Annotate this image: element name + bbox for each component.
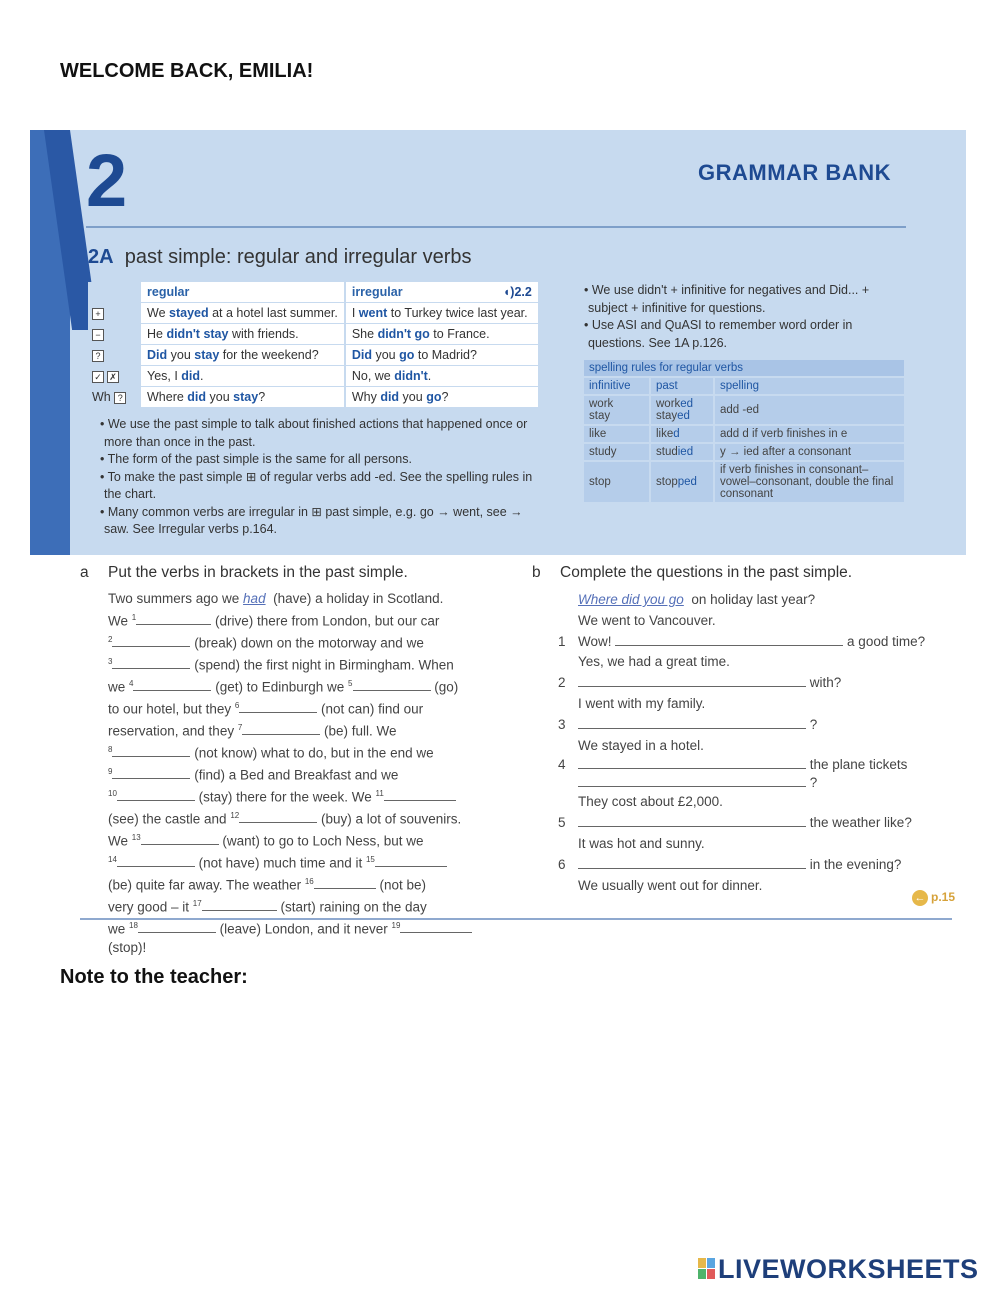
blank-1[interactable] (136, 612, 211, 625)
grammar-table: regular irregular ◖)2.2 + We stayed at a hotel last summer. I went to Turkey twice last year. − He didn't stay with friends. She didn't go to France. ? Did you stay for the weekend? Did you go to Madrid? ✓ ✗ Yes, I did. No, we didn't. Wh ? Where did you stay? Why did you go? (88, 282, 540, 408)
check-icon: ✓ (92, 371, 104, 383)
blank-19[interactable] (400, 920, 472, 933)
table-cell: Where did you stay? (141, 387, 345, 408)
blank-6[interactable] (239, 700, 317, 713)
spelling-rules-table: spelling rules for regular verbs infinitive past spelling work stay worked stayed add -ed like liked add d if verb finishes in e study studied y → ied after a consonant stop stopped if verb finishes in consonant–vowel–consonant, double the final consonant (582, 358, 906, 504)
question-blank-4[interactable] (578, 756, 806, 769)
section-title: 2A past simple: regular and irregular verbs (88, 246, 472, 268)
blank-12[interactable] (239, 810, 317, 823)
teacher-note-heading: Note to the teacher: (60, 966, 248, 988)
grammar-bank-title: GRAMMAR BANK (698, 160, 891, 185)
exercise-a-text: Two summers ago we had (have) a holiday in Scotland. We $^1$ (drive) there from London, but our car $^2$ (break) down on the motorway and we $^3$ (spend) the first night in Birmingham. When we $^4$ (get) to Edinburgh we $^5$ (go) to our hotel, but they $^6$ (not can) find our reservation, and they $^7$ (be) full. We $^8$ (not know) what to do, but in the end we $^9$ (find) a Bed and Breakfast and we $^{10}$ (stay) there for the week. We $^{11}$ (see) the castle and $^{12}$ (buy) a lot of souvenirs. We $^{13}$ (want) to go to Loch Ness, but we $^{14}$ (not have) much time and it $^{15}$ (be) quite far away. The weather $^{16}$ (not be) very good – it $^{17}$ (start) raining on the day we $^{18}$ (leave) London, and it never $^{19}$ (stop)! (108, 590, 508, 957)
blank-14[interactable] (117, 854, 195, 867)
question-blank-3[interactable] (578, 716, 806, 729)
cross-icon: ✗ (107, 371, 119, 383)
grammar-notes: • We use the past simple to talk about finished actions that happened once or more than once in the past. • The form of the past simple is the same for all persons. • To make the past simple ⊞ of regular verbs add -ed. See the spelling rules in the chart. • Many common verbs are irregular in ⊞ past simple, e.g. go → went, see → saw. See Irregular verbs p.164. (100, 417, 533, 536)
blank-15[interactable] (375, 854, 447, 867)
blank-7[interactable] (242, 722, 320, 735)
chapter-number: 2 (86, 139, 128, 222)
table-cell: Did you go to Madrid? (345, 345, 539, 366)
blank-16[interactable] (314, 876, 376, 889)
plus-icon: + (92, 308, 104, 320)
blank-11[interactable] (384, 788, 456, 801)
page-reference: ← p.15 (912, 890, 955, 906)
blank-2[interactable] (112, 634, 190, 647)
welcome-heading: WELCOME BACK, EMILIA! (60, 60, 314, 82)
exercise-a-heading: a Put the verbs in brackets in the past simple. (80, 564, 408, 581)
table-cell: Why did you go? (345, 387, 539, 408)
question-blank-5[interactable] (578, 814, 806, 827)
table-cell: She didn't go to France. (345, 324, 539, 345)
page-bottom-divider (80, 918, 952, 920)
question-blank-2[interactable] (578, 674, 806, 687)
table-cell: Yes, I did. (141, 366, 345, 387)
blank-13[interactable] (141, 832, 219, 845)
table-cell: We stayed at a hotel last summer. (141, 303, 345, 324)
speaker-icon: ◖) (502, 285, 515, 299)
blank-4[interactable] (133, 678, 211, 691)
col-irregular-header: irregular ◖)2.2 (345, 282, 539, 303)
table-cell: He didn't stay with friends. (141, 324, 345, 345)
minus-icon: − (92, 329, 104, 341)
blank-5[interactable] (353, 678, 431, 691)
blank-17[interactable] (202, 898, 277, 911)
example-question: Where did you go (578, 592, 684, 607)
grammar-notes-right: • We use didn't + infinitive for negatives and Did... + subject + infinitive for questions. • Use ASI and QuASI to remember word order in questions. See 1A p.126. (584, 283, 870, 350)
question-icon: ? (92, 350, 104, 362)
liveworksheets-logo-icon (698, 1258, 716, 1280)
question-blank-4b[interactable] (578, 774, 806, 787)
example-answer: had (243, 591, 266, 606)
audio-track: ◖)2.2 (502, 285, 532, 299)
blank-8[interactable] (112, 744, 190, 757)
question-blank-6[interactable] (578, 856, 806, 869)
blank-3[interactable] (112, 656, 190, 669)
blank-9[interactable] (112, 766, 190, 779)
liveworksheets-logo: LIVEWORKSHEETS (698, 1254, 979, 1285)
arrow-left-icon: ← (912, 890, 928, 906)
header-divider (86, 226, 906, 228)
question-blank-1[interactable] (615, 633, 843, 646)
col-regular-header: regular (141, 282, 345, 303)
blank-18[interactable] (138, 920, 216, 933)
table-cell: I went to Turkey twice last year. (345, 303, 539, 324)
exercise-b-heading: b Complete the questions in the past simple. (532, 564, 853, 581)
table-cell: Did you stay for the weekend? (141, 345, 345, 366)
exercise-b-text: Where did you go on holiday last year? We went to Vancouver. 1 Wow! a good time? Yes, we had a great time. 2 with? I went with my family. 3 ? We stayed in a hotel. 4 the plane tickets ? They cost about £2,000. 5 the weather like? It was hot and sunny. 6 in the evening? We usually went out for dinner. (558, 592, 926, 893)
table-cell: No, we didn't. (345, 366, 539, 387)
blank-10[interactable] (117, 788, 195, 801)
question-icon: ? (114, 392, 126, 404)
